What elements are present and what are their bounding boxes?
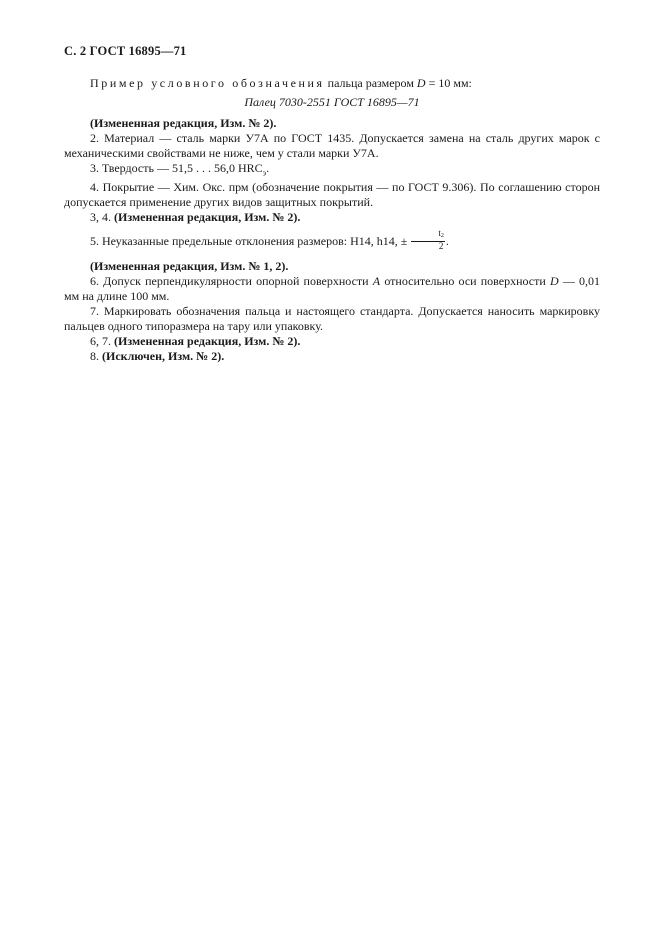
item-3-sub: э <box>262 168 267 178</box>
item-5-fraction <box>411 229 445 251</box>
note-1: (Измененная редакция, Изм. № 2). <box>90 116 277 130</box>
note-6-7-num: 6, 7. <box>90 334 111 349</box>
item-3 <box>64 161 600 180</box>
page-header: С. 2 ГОСТ 16895—71 <box>64 44 187 58</box>
item-6-part2: относительно оси поверхности <box>384 274 546 289</box>
item-2: 2. Материал — сталь марки У7А по ГОСТ 1435. Допускается замена на сталь других марок с механическими свойствами не ниже, чем у стали марки У7А. <box>64 131 600 160</box>
example-rest: пальца размером <box>327 76 414 90</box>
note-3-4-text: (Измененная редакция, Изм. № 2). <box>114 210 301 225</box>
fraction-denominator: 2 <box>438 241 444 252</box>
note-5: (Измененная редакция, Изм. № 1, 2). <box>90 259 289 274</box>
note-3-4-num: 3, 4. <box>90 210 111 225</box>
fraction-numerator-sub: 2 <box>440 233 444 240</box>
note-3-4 <box>64 210 600 225</box>
item-6-part1: 6. Допуск перпендикулярности опорной поверхности <box>90 274 369 289</box>
fraction-numerator-t: t <box>438 228 441 239</box>
item-6-var-d: D <box>550 274 559 289</box>
example-designation: Палец 7030-2551 ГОСТ 16895—71 <box>244 95 420 109</box>
item-4: 4. Покрытие — Хим. Окс. прм (обозначение покрытия — по ГОСТ 9.306). По соглашению сторон допускается применение других видов защитных покрытий. <box>64 180 600 210</box>
item-8-num: 8. <box>90 349 99 364</box>
item-5-end: . <box>445 234 449 249</box>
item-7: 7. Маркировать обозначения пальца и настоящего стандарта. Допускается наносить маркировку пальцев одного типоразмера на тару или упаковку. <box>64 304 600 334</box>
item-3-end: . <box>266 161 270 175</box>
document-body <box>64 76 600 364</box>
item-3-text: 3. Твердость — 51,5 . . . 56,0 HRC <box>90 161 263 175</box>
note-6-7 <box>64 334 600 349</box>
item-6-var-a: А <box>372 274 381 289</box>
note-6-7-text: (Измененная редакция, Изм. № 2). <box>114 334 301 349</box>
item-5 <box>64 228 600 253</box>
example-value: = 10 мм: <box>428 76 472 90</box>
item-5-text: 5. Неуказанные предельные отклонения размеров: H14, h14, ± <box>90 234 408 249</box>
example-lead: Пример условного обозначения <box>90 76 325 90</box>
item-6 <box>64 274 600 304</box>
example-var: D <box>416 76 426 90</box>
item-8-text: (Исключен, Изм. № 2). <box>102 349 225 364</box>
example-line <box>64 76 600 91</box>
item-6-part3: — 0,01 мм на длине 100 мм. <box>64 274 601 304</box>
item-8 <box>64 349 600 364</box>
